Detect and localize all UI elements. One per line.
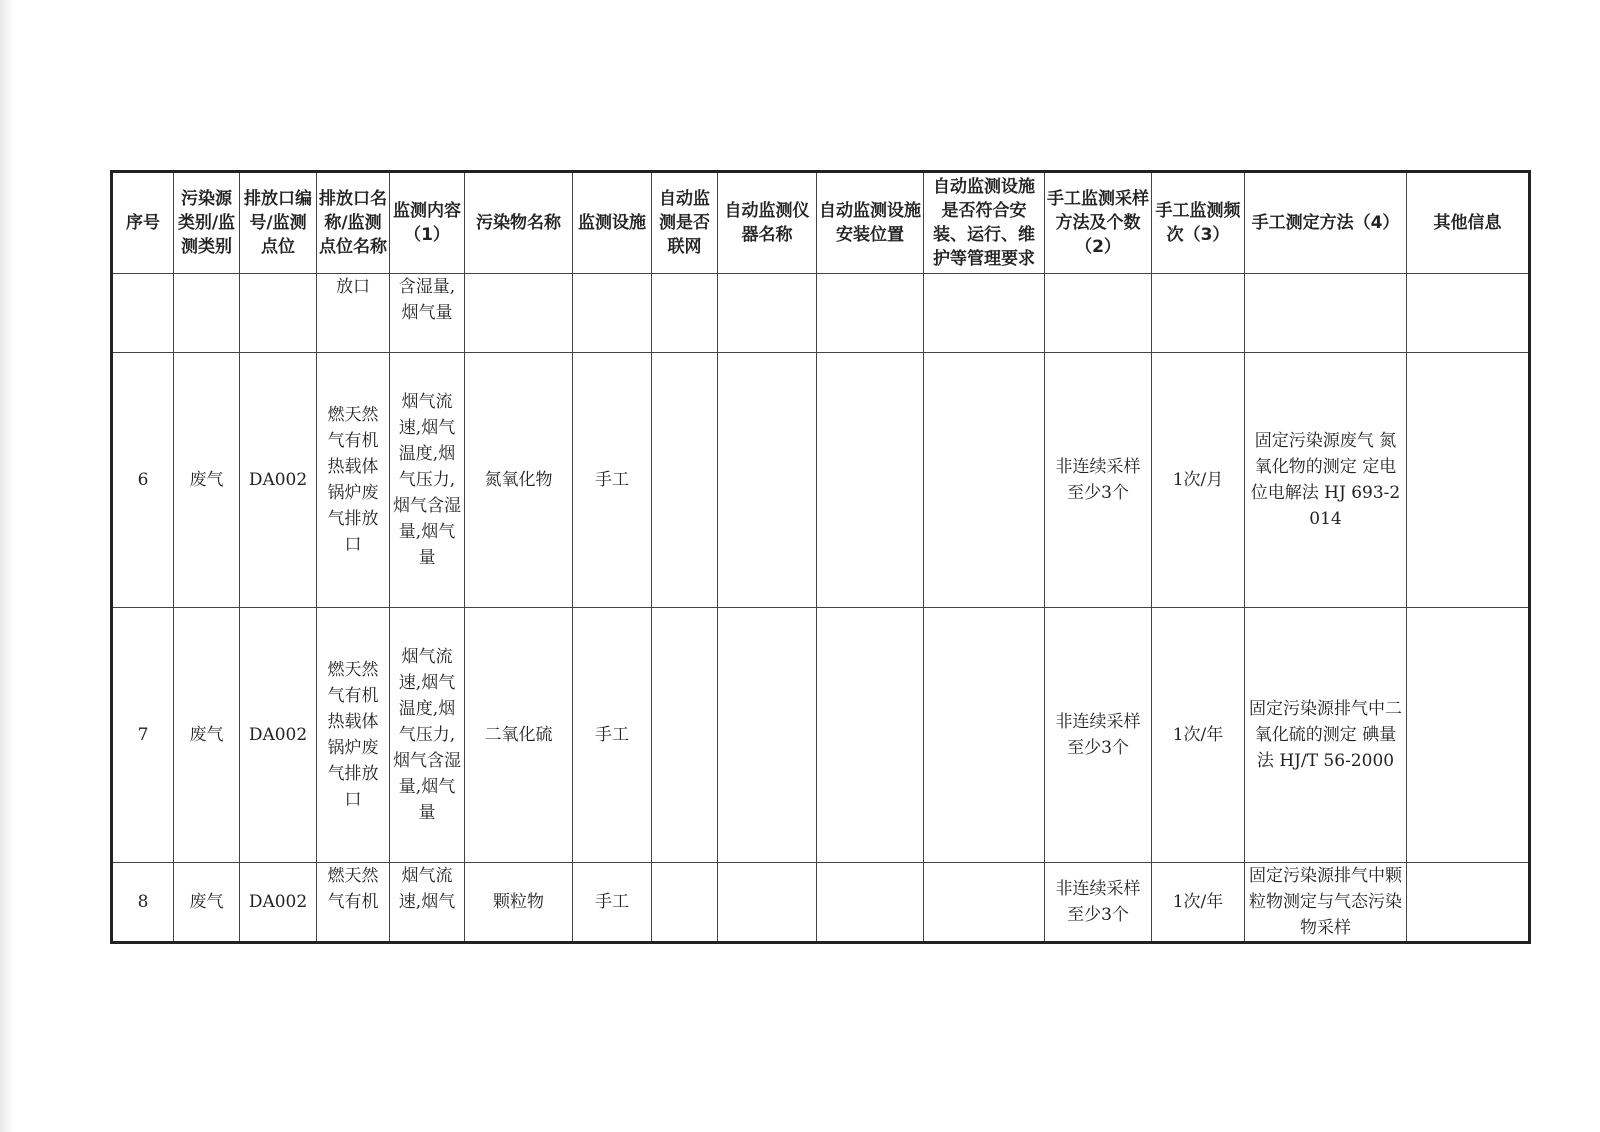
table-row (112, 863, 1530, 943)
header-seq: 序号 (112, 172, 174, 274)
header-outlet-name: 排放口名称/监测点位名称 (317, 172, 390, 274)
cell-category: 废气 (174, 863, 240, 943)
header-manual-frequency: 手工监测频次（3） (1152, 172, 1245, 274)
cell-auto-compliance (924, 274, 1045, 353)
cell-facility (573, 274, 652, 353)
header-auto-location: 自动监测设施安装位置 (817, 172, 924, 274)
cell-manual-sampling: 非连续采样 至少3个 (1045, 353, 1152, 608)
cell-pollutant (465, 274, 573, 353)
cell-outlet-name: 燃天然气有机热载体锅炉废气排放口 (317, 608, 390, 863)
cell-auto-networked (652, 608, 718, 863)
cell-content: 烟气流速,烟气温度,烟气压力,烟气含湿量,烟气量 (390, 353, 465, 608)
cell-manual-frequency: 1次/年 (1152, 863, 1245, 943)
cell-auto-location (817, 353, 924, 608)
header-auto-networked: 自动监测是否联网 (652, 172, 718, 274)
header-auto-compliance: 自动监测设施是否符合安装、运行、维护等管理要求 (924, 172, 1045, 274)
cell-manual-sampling: 非连续采样 至少3个 (1045, 863, 1152, 943)
cell-auto-networked (652, 353, 718, 608)
header-outlet-code: 排放口编号/监测点位 (240, 172, 317, 274)
cell-auto-instrument (718, 608, 817, 863)
table-row (112, 353, 1530, 608)
header-auto-instrument: 自动监测仪器名称 (718, 172, 817, 274)
cell-seq: 7 (112, 608, 174, 863)
cell-manual-method (1245, 274, 1407, 353)
cell-outlet-name: 燃天然气有机热载体锅炉废气排放口 (317, 353, 390, 608)
cell-other (1407, 274, 1530, 353)
header-category: 污染源类别/监测类别 (174, 172, 240, 274)
cell-pollutant: 颗粒物 (465, 863, 573, 943)
monitoring-plan-table (110, 170, 1531, 944)
cell-outlet-code (240, 274, 317, 353)
cell-manual-sampling (1045, 274, 1152, 353)
cell-manual-frequency (1152, 274, 1245, 353)
cell-facility: 手工 (573, 608, 652, 863)
header-content: 监测内容（1） (390, 172, 465, 274)
cell-manual-method: 固定污染源排气中二氧化硫的测定 碘量法 HJ/T 56-2000 (1245, 608, 1407, 863)
header-facility: 监测设施 (573, 172, 652, 274)
table-row-continued (112, 274, 1530, 353)
cell-auto-compliance (924, 608, 1045, 863)
header-manual-method: 手工测定方法（4） (1245, 172, 1407, 274)
cell-auto-networked (652, 863, 718, 943)
scan-edge-shadow (0, 0, 14, 1132)
cell-category (174, 274, 240, 353)
cell-outlet-name: 燃天然气有机 (317, 863, 390, 943)
cell-auto-location (817, 863, 924, 943)
header-manual-sampling: 手工监测采样方法及个数（2） (1045, 172, 1152, 274)
cell-seq: 8 (112, 863, 174, 943)
cell-seq: 6 (112, 353, 174, 608)
cell-manual-frequency: 1次/年 (1152, 608, 1245, 863)
cell-content: 烟气流速,烟气 (390, 863, 465, 943)
cell-seq (112, 274, 174, 353)
cell-manual-frequency: 1次/月 (1152, 353, 1245, 608)
cell-other (1407, 608, 1530, 863)
header-pollutant: 污染物名称 (465, 172, 573, 274)
cell-auto-instrument (718, 863, 817, 943)
cell-outlet-code: DA002 (240, 353, 317, 608)
cell-pollutant: 氮氧化物 (465, 353, 573, 608)
cell-auto-instrument (718, 353, 817, 608)
cell-pollutant: 二氧化硫 (465, 608, 573, 863)
cell-category: 废气 (174, 608, 240, 863)
header-other: 其他信息 (1407, 172, 1530, 274)
cell-auto-location (817, 608, 924, 863)
cell-auto-location (817, 274, 924, 353)
cell-content: 含湿量,烟气量 (390, 274, 465, 353)
cell-outlet-name: 放口 (317, 274, 390, 353)
cell-manual-method: 固定污染源废气 氮氧化物的测定 定电位电解法 HJ 693-2014 (1245, 353, 1407, 608)
cell-outlet-code: DA002 (240, 608, 317, 863)
cell-auto-compliance (924, 863, 1045, 943)
cell-outlet-code: DA002 (240, 863, 317, 943)
cell-facility: 手工 (573, 863, 652, 943)
cell-auto-networked (652, 274, 718, 353)
cell-other (1407, 863, 1530, 943)
cell-manual-sampling: 非连续采样 至少3个 (1045, 608, 1152, 863)
cell-auto-instrument (718, 274, 817, 353)
cell-auto-compliance (924, 353, 1045, 608)
cell-facility: 手工 (573, 353, 652, 608)
cell-category: 废气 (174, 353, 240, 608)
cell-content: 烟气流速,烟气温度,烟气压力,烟气含湿量,烟气量 (390, 608, 465, 863)
cell-manual-method: 固定污染源排气中颗粒物测定与气态污染物采样 (1245, 863, 1407, 943)
table-header-row (112, 172, 1530, 274)
cell-other (1407, 353, 1530, 608)
table-row (112, 608, 1530, 863)
